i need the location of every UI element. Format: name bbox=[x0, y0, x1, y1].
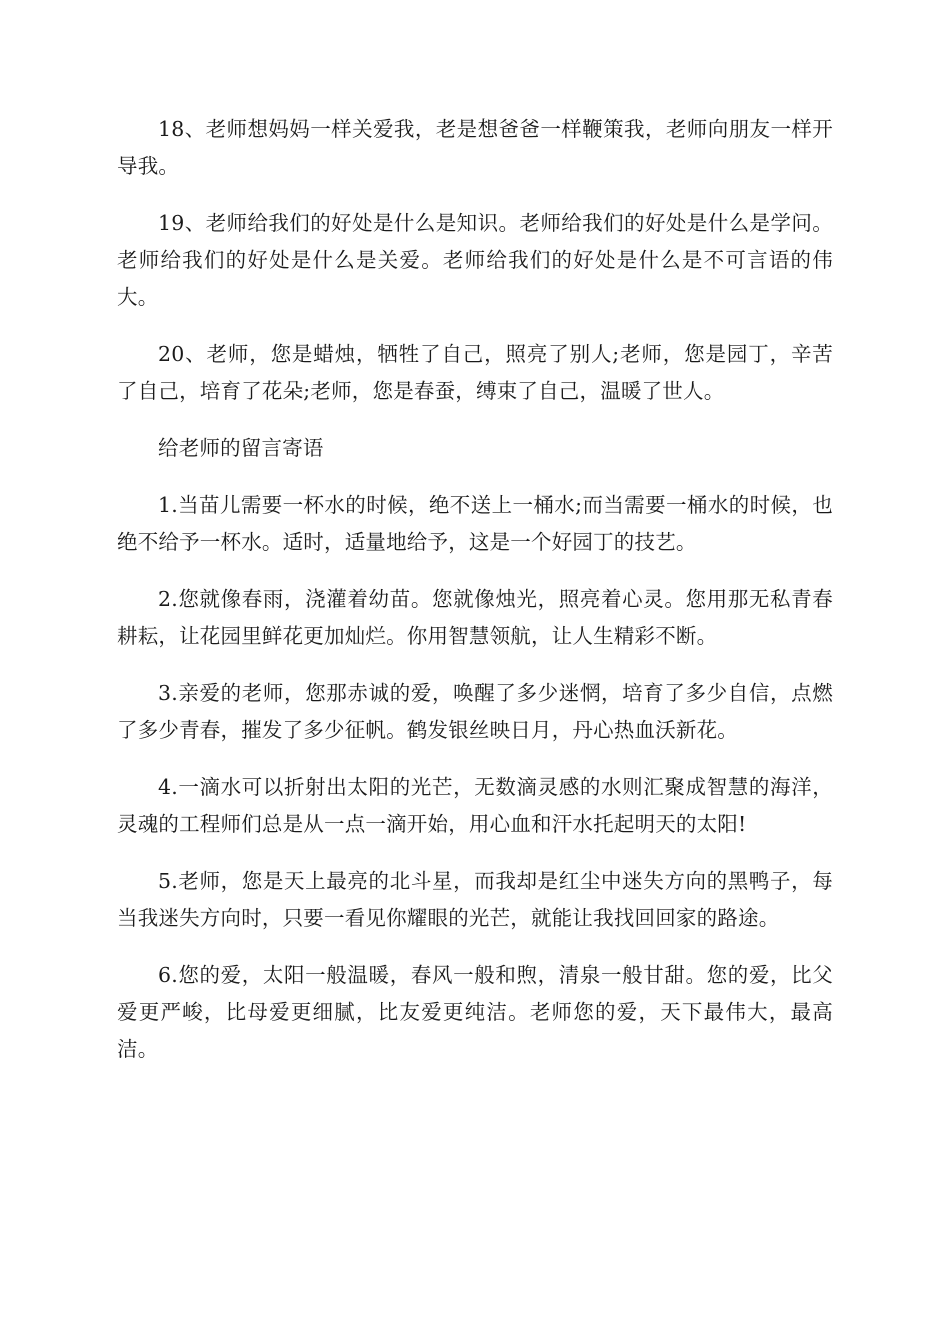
paragraph-19: 19、老师给我们的好处是什么是知识。老师给我们的好处是什么是学问。老师给我们的好处是什么是关爱。老师给我们的好处是什么是不可言语的伟大。 bbox=[117, 211, 833, 309]
paragraph-20: 20、老师，您是蜡烛，牺牲了自己，照亮了别人;老师，您是园丁，辛苦了自己，培育了花朵;老师，您是春蚕，缚束了自己，温暖了世人。 bbox=[117, 342, 833, 403]
paragraph-18: 18、老师想妈妈一样关爱我，老是想爸爸一样鞭策我，老师向朋友一样开导我。 bbox=[117, 117, 833, 178]
message-2: 2.您就像春雨，浇灌着幼苗。您就像烛光，照亮着心灵。您用那无私青春耕耘，让花园里鲜花更加灿烂。你用智慧领航，让人生精彩不断。 bbox=[117, 587, 833, 648]
message-5: 5.老师，您是天上最亮的北斗星，而我却是红尘中迷失方向的黑鸭子，每当我迷失方向时，只要一看见你耀眼的光芒，就能让我找回回家的路途。 bbox=[117, 869, 833, 930]
message-3: 3.亲爱的老师，您那赤诚的爱，唤醒了多少迷惘，培育了多少自信，点燃了多少青春，摧发了多少征帆。鹤发银丝映日月，丹心热血沃新花。 bbox=[117, 681, 833, 742]
message-1: 1.当苗儿需要一杯水的时候，绝不送上一桶水;而当需要一桶水的时候，也绝不给予一杯水。适时，适量地给予，这是一个好园丁的技艺。 bbox=[117, 493, 833, 554]
section-heading: 给老师的留言寄语 bbox=[158, 436, 324, 460]
message-4: 4.一滴水可以折射出太阳的光芒，无数滴灵感的水则汇聚成智慧的海洋，灵魂的工程师们总是从一点一滴开始，用心血和汗水托起明天的太阳! bbox=[117, 775, 833, 836]
message-6: 6.您的爱，太阳一般温暖，春风一般和煦，清泉一般甘甜。您的爱，比父爱更严峻，比母爱更细腻，比友爱更纯洁。老师您的爱，天下最伟大，最高洁。 bbox=[117, 963, 833, 1061]
document-page bbox=[117, 111, 833, 1088]
